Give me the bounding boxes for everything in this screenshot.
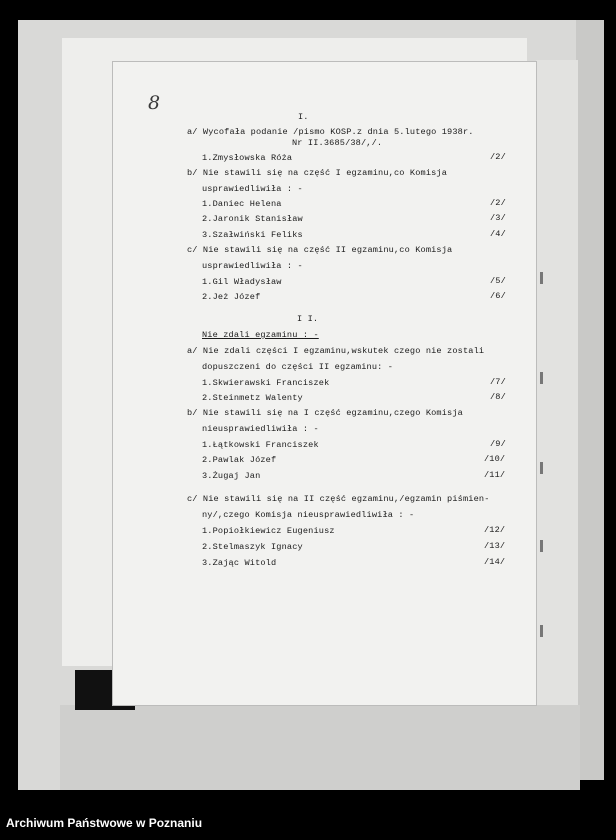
list-item-name: 1.Gil Władysław xyxy=(202,277,282,287)
margin-mark xyxy=(540,462,543,474)
list-item-name: 2.Jaronik Stanisław xyxy=(202,214,303,224)
margin-mark xyxy=(540,272,543,284)
list-item-ref: /8/ xyxy=(490,392,506,402)
item-b-line1: b/ Nie stawili się na I część egzaminu,czego Komisja xyxy=(187,408,463,418)
list-item-ref: /11/ xyxy=(484,470,506,480)
list-item-name: 2.Jeż Józef xyxy=(202,292,261,302)
list-item-ref: /9/ xyxy=(490,439,506,449)
margin-mark xyxy=(540,540,543,552)
item-c-line1: c/ Nie stawili się na część II egzaminu,co Komisja xyxy=(187,245,453,255)
list-item-ref: /3/ xyxy=(490,213,506,223)
item-b-line1: b/ Nie stawili się na część I egzaminu,co Komisja xyxy=(187,168,448,178)
section-two-subheading: Nie zdali egzaminu : - xyxy=(202,330,319,340)
margin-mark xyxy=(540,372,543,384)
list-item-ref: /5/ xyxy=(490,276,506,286)
list-item-ref: /2/ xyxy=(490,152,506,162)
list-item-name: 3.Szałwiński Feliks xyxy=(202,230,303,240)
item-a-line1: a/ Wycofała podanie /pismo KOSP.z dnia 5.lutego 1938r. xyxy=(187,127,474,137)
item-a-line1: a/ Nie zdali części I egzaminu,wskutek czego nie zostali xyxy=(187,346,485,356)
handwritten-page-number: 8 xyxy=(148,92,161,114)
background-paper-edge xyxy=(576,20,604,780)
archive-label: Archiwum Państwowe w Poznaniu xyxy=(6,816,203,830)
list-item-name: 2.Pawlak Józef xyxy=(202,455,277,465)
background-paper-bottom xyxy=(60,705,580,790)
list-item-ref: /12/ xyxy=(484,525,506,535)
list-item-ref: /2/ xyxy=(490,198,506,208)
list-item-ref: /4/ xyxy=(490,229,506,239)
list-item-name: 1.Popiołkiewicz Eugeniusz xyxy=(202,526,335,536)
list-item-name: 1.Łątkowski Franciszek xyxy=(202,440,319,450)
section-heading-two: I I. xyxy=(297,314,319,324)
margin-mark xyxy=(540,625,543,637)
item-a-line2: dopuszczeni do części II egzaminu: - xyxy=(202,362,394,372)
list-item-name: 3.Zając Witold xyxy=(202,558,277,568)
item-c-line2: ny/,czego Komisja nieusprawiedliwiła : - xyxy=(202,510,415,520)
item-b-line2: usprawiedliwiła : - xyxy=(202,184,303,194)
list-item-name: 1.Zmysłowska Róża xyxy=(202,153,293,163)
item-c-line2: usprawiedliwiła : - xyxy=(202,261,303,271)
section-heading-one: I. xyxy=(298,112,309,122)
item-b-line2: nieusprawiedliwiła : - xyxy=(202,424,319,434)
list-item-name: 1.Skwierawski Franciszek xyxy=(202,378,330,388)
list-item-ref: /13/ xyxy=(484,541,506,551)
list-item-name: 1.Daniec Helena xyxy=(202,199,282,209)
item-c-line1: c/ Nie stawili się na II część egzaminu,/egzamin piśmien- xyxy=(187,494,490,504)
list-item-name: 3.Żugaj Jan xyxy=(202,471,261,481)
list-item-name: 2.Steinmetz Walenty xyxy=(202,393,303,403)
list-item-ref: /6/ xyxy=(490,291,506,301)
item-a-line2: Nr II.3685/38/,/. xyxy=(292,138,383,148)
list-item-ref: /10/ xyxy=(484,454,506,464)
list-item-ref: /7/ xyxy=(490,377,506,387)
list-item-ref: /14/ xyxy=(484,557,506,567)
list-item-name: 2.Stelmaszyk Ignacy xyxy=(202,542,303,552)
